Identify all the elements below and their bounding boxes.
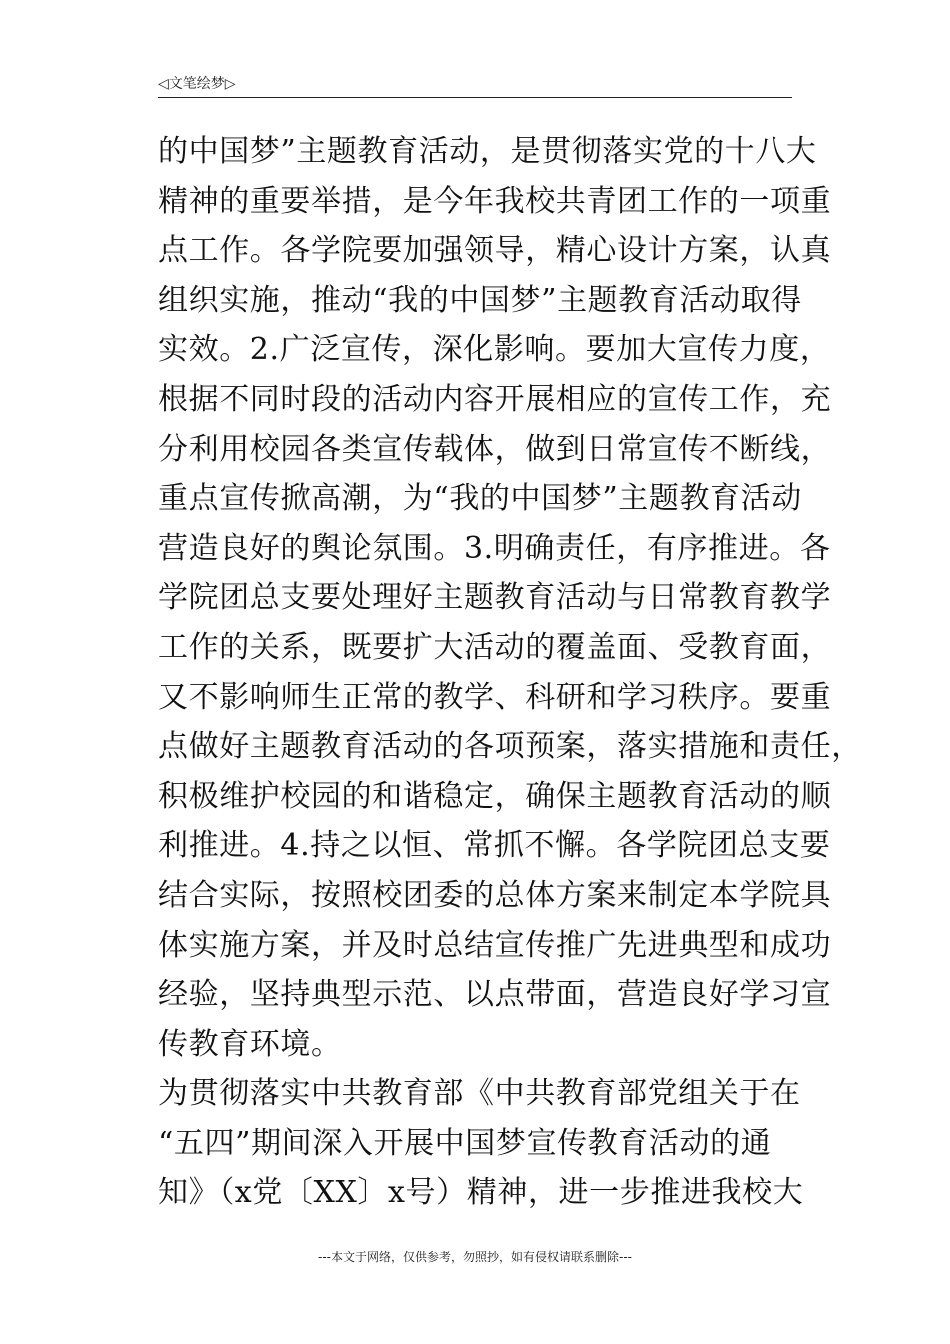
page-footer: ---本文于网络，仅供参考，勿照抄，如有侵权请联系删除--- bbox=[318, 1250, 632, 1264]
body-line: 的中国梦”主题教育活动，是贯彻落实党的十八大 bbox=[158, 134, 817, 169]
body-line: 经验，坚持典型示范、以点带面，营造良好学习宣 bbox=[158, 977, 832, 1013]
header-divider bbox=[158, 97, 792, 98]
body-line: 实效。2.广泛宣传，深化影响。要加大宣传力度， bbox=[158, 332, 831, 368]
body-line: 精神的重要举措，是今年我校共青团工作的一项重 bbox=[158, 183, 832, 219]
page-header: ◁文笔绘梦▷ bbox=[158, 76, 236, 92]
body-line: 工作的关系，既要扩大活动的覆盖面、受教育面， bbox=[158, 629, 832, 665]
body-line: “五四”期间深入开展中国梦宣传教育活动的通 bbox=[158, 1125, 772, 1161]
body-line: 重点宣传掀高潮，为“我的中国梦”主题教育活动 bbox=[158, 481, 802, 517]
body-line: 学院团总支要处理好主题教育活动与日常教育教学 bbox=[158, 580, 832, 616]
body-line: 利推进。4.持之以恒、常抓不懈。各学院团总支要 bbox=[158, 828, 831, 864]
body-line: 组织实施，推动“我的中国梦”主题教育活动取得 bbox=[158, 282, 802, 318]
body-line: 传教育环境。 bbox=[158, 1026, 342, 1062]
body-line: 为贯彻落实中共教育部《中共教育部党组关于在 bbox=[158, 1076, 801, 1112]
body-line: 点做好主题教育活动的各项预案，落实措施和责任， bbox=[158, 729, 862, 765]
body-line: 积极维护校园的和谐稳定，确保主题教育活动的顺 bbox=[158, 778, 832, 814]
body-line: 点工作。各学院要加强领导，精心设计方案，认真 bbox=[158, 233, 832, 269]
body-line: 体实施方案，并及时总结宣传推广先进典型和成功 bbox=[158, 927, 832, 963]
document-body bbox=[158, 127, 862, 1218]
body-line: 分利用校园各类宣传载体，做到日常宣传不断线， bbox=[158, 431, 832, 467]
body-line: 根据不同时段的活动内容开展相应的宣传工作，充 bbox=[158, 381, 832, 417]
body-line: 营造良好的舆论氛围。3.明确责任，有序推进。各 bbox=[158, 530, 831, 566]
body-line: 结合实际，按照校团委的总体方案来制定本学院具 bbox=[158, 877, 832, 913]
body-line: 又不影响师生正常的教学、科研和学习秩序。要重 bbox=[158, 679, 832, 715]
body-line: 知》（x党〔XX〕x号）精神，进一步推进我校大 bbox=[158, 1175, 804, 1211]
